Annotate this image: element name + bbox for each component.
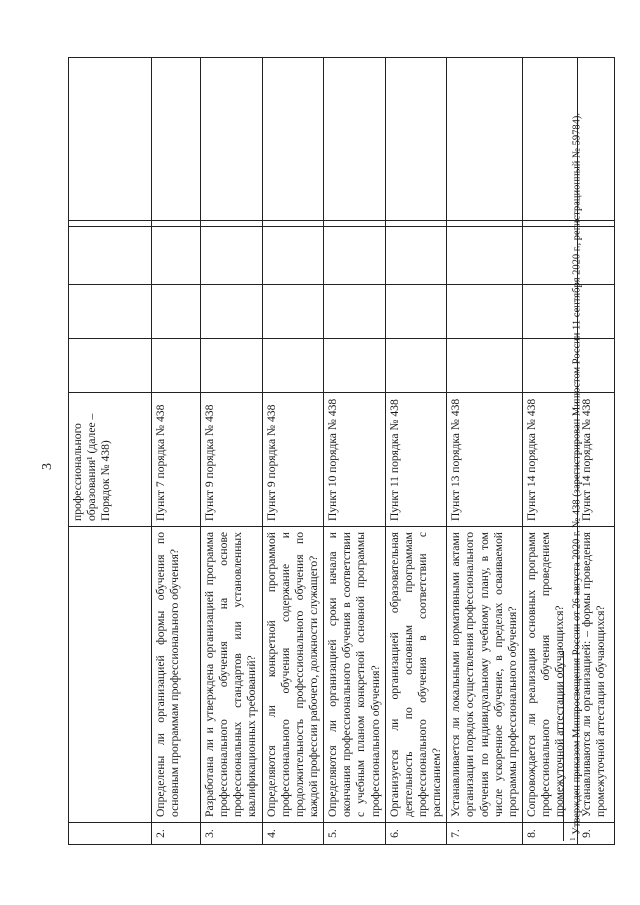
num-cell: 6. [385, 823, 447, 845]
answer-yes-cell [262, 339, 324, 393]
narrow-cell [201, 221, 263, 227]
question-cell: Устанавливаются ли организацией: – формы проведения промежуточной аттестации обучающихся? [577, 527, 614, 823]
reference-cell: Пункт 7 порядка № 438 [152, 393, 201, 527]
num-cell: 2. [152, 823, 201, 845]
answer-no-cell [385, 285, 447, 339]
reference-cell: Пункт 9 порядка № 438 [201, 393, 263, 527]
question-cell: Сопровождается ли реализация основных программ профессионального обучения проведением промежуточной аттестации обучающихся? [522, 527, 577, 823]
reference-cell: Пункт 13 порядка № 438 [447, 393, 523, 527]
table-row [201, 58, 263, 845]
table-row [152, 58, 201, 845]
notes-cell [262, 58, 324, 221]
narrow-cell [152, 221, 201, 227]
answer-yes-cell [201, 339, 263, 393]
answer-yes-cell [69, 339, 152, 393]
answer-na-cell [577, 227, 614, 285]
num-cell: 5. [324, 823, 386, 845]
num-cell [69, 823, 152, 845]
narrow-cell [577, 221, 614, 227]
reference-cell: Пункт 11 порядка № 438 [385, 393, 447, 527]
answer-na-cell [385, 227, 447, 285]
answer-no-cell [201, 285, 263, 339]
answer-na-cell [262, 227, 324, 285]
notes-cell [324, 58, 386, 221]
question-cell: Определяются ли конкретной программой профессионального обучения содержание и продолжительность профессионального обучения по каждой профессии рабочего, должности служащего? [262, 527, 324, 823]
notes-cell [447, 58, 523, 221]
answer-na-cell [201, 227, 263, 285]
reference-cell: Пункт 10 порядка № 438 [324, 393, 386, 527]
narrow-cell [324, 221, 386, 227]
question-cell: Разработана ли и утверждена организацией программа профессионального обучения на основе профессиональных стандартов или установленных квалификационных требований? [201, 527, 263, 823]
notes-cell [385, 58, 447, 221]
table-row [447, 58, 523, 845]
narrow-cell [262, 221, 324, 227]
answer-yes-cell [324, 339, 386, 393]
num-cell: 7. [447, 823, 523, 845]
answer-no-cell [447, 285, 523, 339]
narrow-cell [69, 221, 152, 227]
notes-cell [577, 58, 614, 221]
narrow-cell [385, 221, 447, 227]
table-row [324, 58, 386, 845]
footnote-mark: 1 [568, 837, 577, 841]
answer-no-cell [324, 285, 386, 339]
question-cell: Организуется ли организацией образовательная деятельность по основным программам профессионального обучения в соответствии с расписанием? [385, 527, 447, 823]
answer-na-cell [69, 227, 152, 285]
question-cell: Устанавливается ли локальными нормативными актами организации порядок осуществления профессионального обучения по индивидуальному учебному плану, в том числе ускоренное обучение, в пределах осваиваемой программы профессионального обучения? [447, 527, 523, 823]
notes-cell [201, 58, 263, 221]
page-number: 3 [40, 463, 55, 470]
table-row [69, 58, 152, 845]
checklist-table [68, 57, 615, 845]
notes-cell [69, 58, 152, 221]
reference-cell: Пункт 9 порядка № 438 [262, 393, 324, 527]
answer-yes-cell [447, 339, 523, 393]
table-row [385, 58, 447, 845]
reference-cell: Пункт 14 порядка № 438 [522, 393, 577, 527]
answer-no-cell [262, 285, 324, 339]
num-cell: 9. [577, 823, 614, 845]
num-cell: 4. [262, 823, 324, 845]
answer-na-cell [152, 227, 201, 285]
answer-yes-cell [385, 339, 447, 393]
answer-no-cell [69, 285, 152, 339]
narrow-cell [447, 221, 523, 227]
reference-cell: Пункт 14 порядка № 438 [577, 393, 614, 527]
footnote [568, 41, 583, 841]
answer-yes-cell [577, 339, 614, 393]
table-row [577, 58, 614, 845]
footnote-divider [563, 651, 564, 841]
num-cell: 3. [201, 823, 263, 845]
answer-no-cell [577, 285, 614, 339]
answer-na-cell [324, 227, 386, 285]
answer-na-cell [447, 227, 523, 285]
table-row [262, 58, 324, 845]
answer-no-cell [152, 285, 201, 339]
num-cell: 8. [522, 823, 577, 845]
question-cell: Определены ли организацией формы обучения по основным программам профессионального обучения? [152, 527, 201, 823]
footnote-text: Утвержден приказом Минпросвещения России от 26 августа 2020 г. № 438 (зарегистрирован Минюстом России 11 сентября 2020 г., регистрационный № 59784). [571, 113, 583, 835]
answer-yes-cell [152, 339, 201, 393]
reference-cell: профессионального образования¹ (далее – Порядок № 438) [69, 393, 152, 527]
question-cell: Определяются ли организацией сроки начала и окончания профессионального обучения в соответствии с учебным планом конкретной основной программы профессионального обучения? [324, 527, 386, 823]
question-cell [69, 527, 152, 823]
notes-cell [152, 58, 201, 221]
